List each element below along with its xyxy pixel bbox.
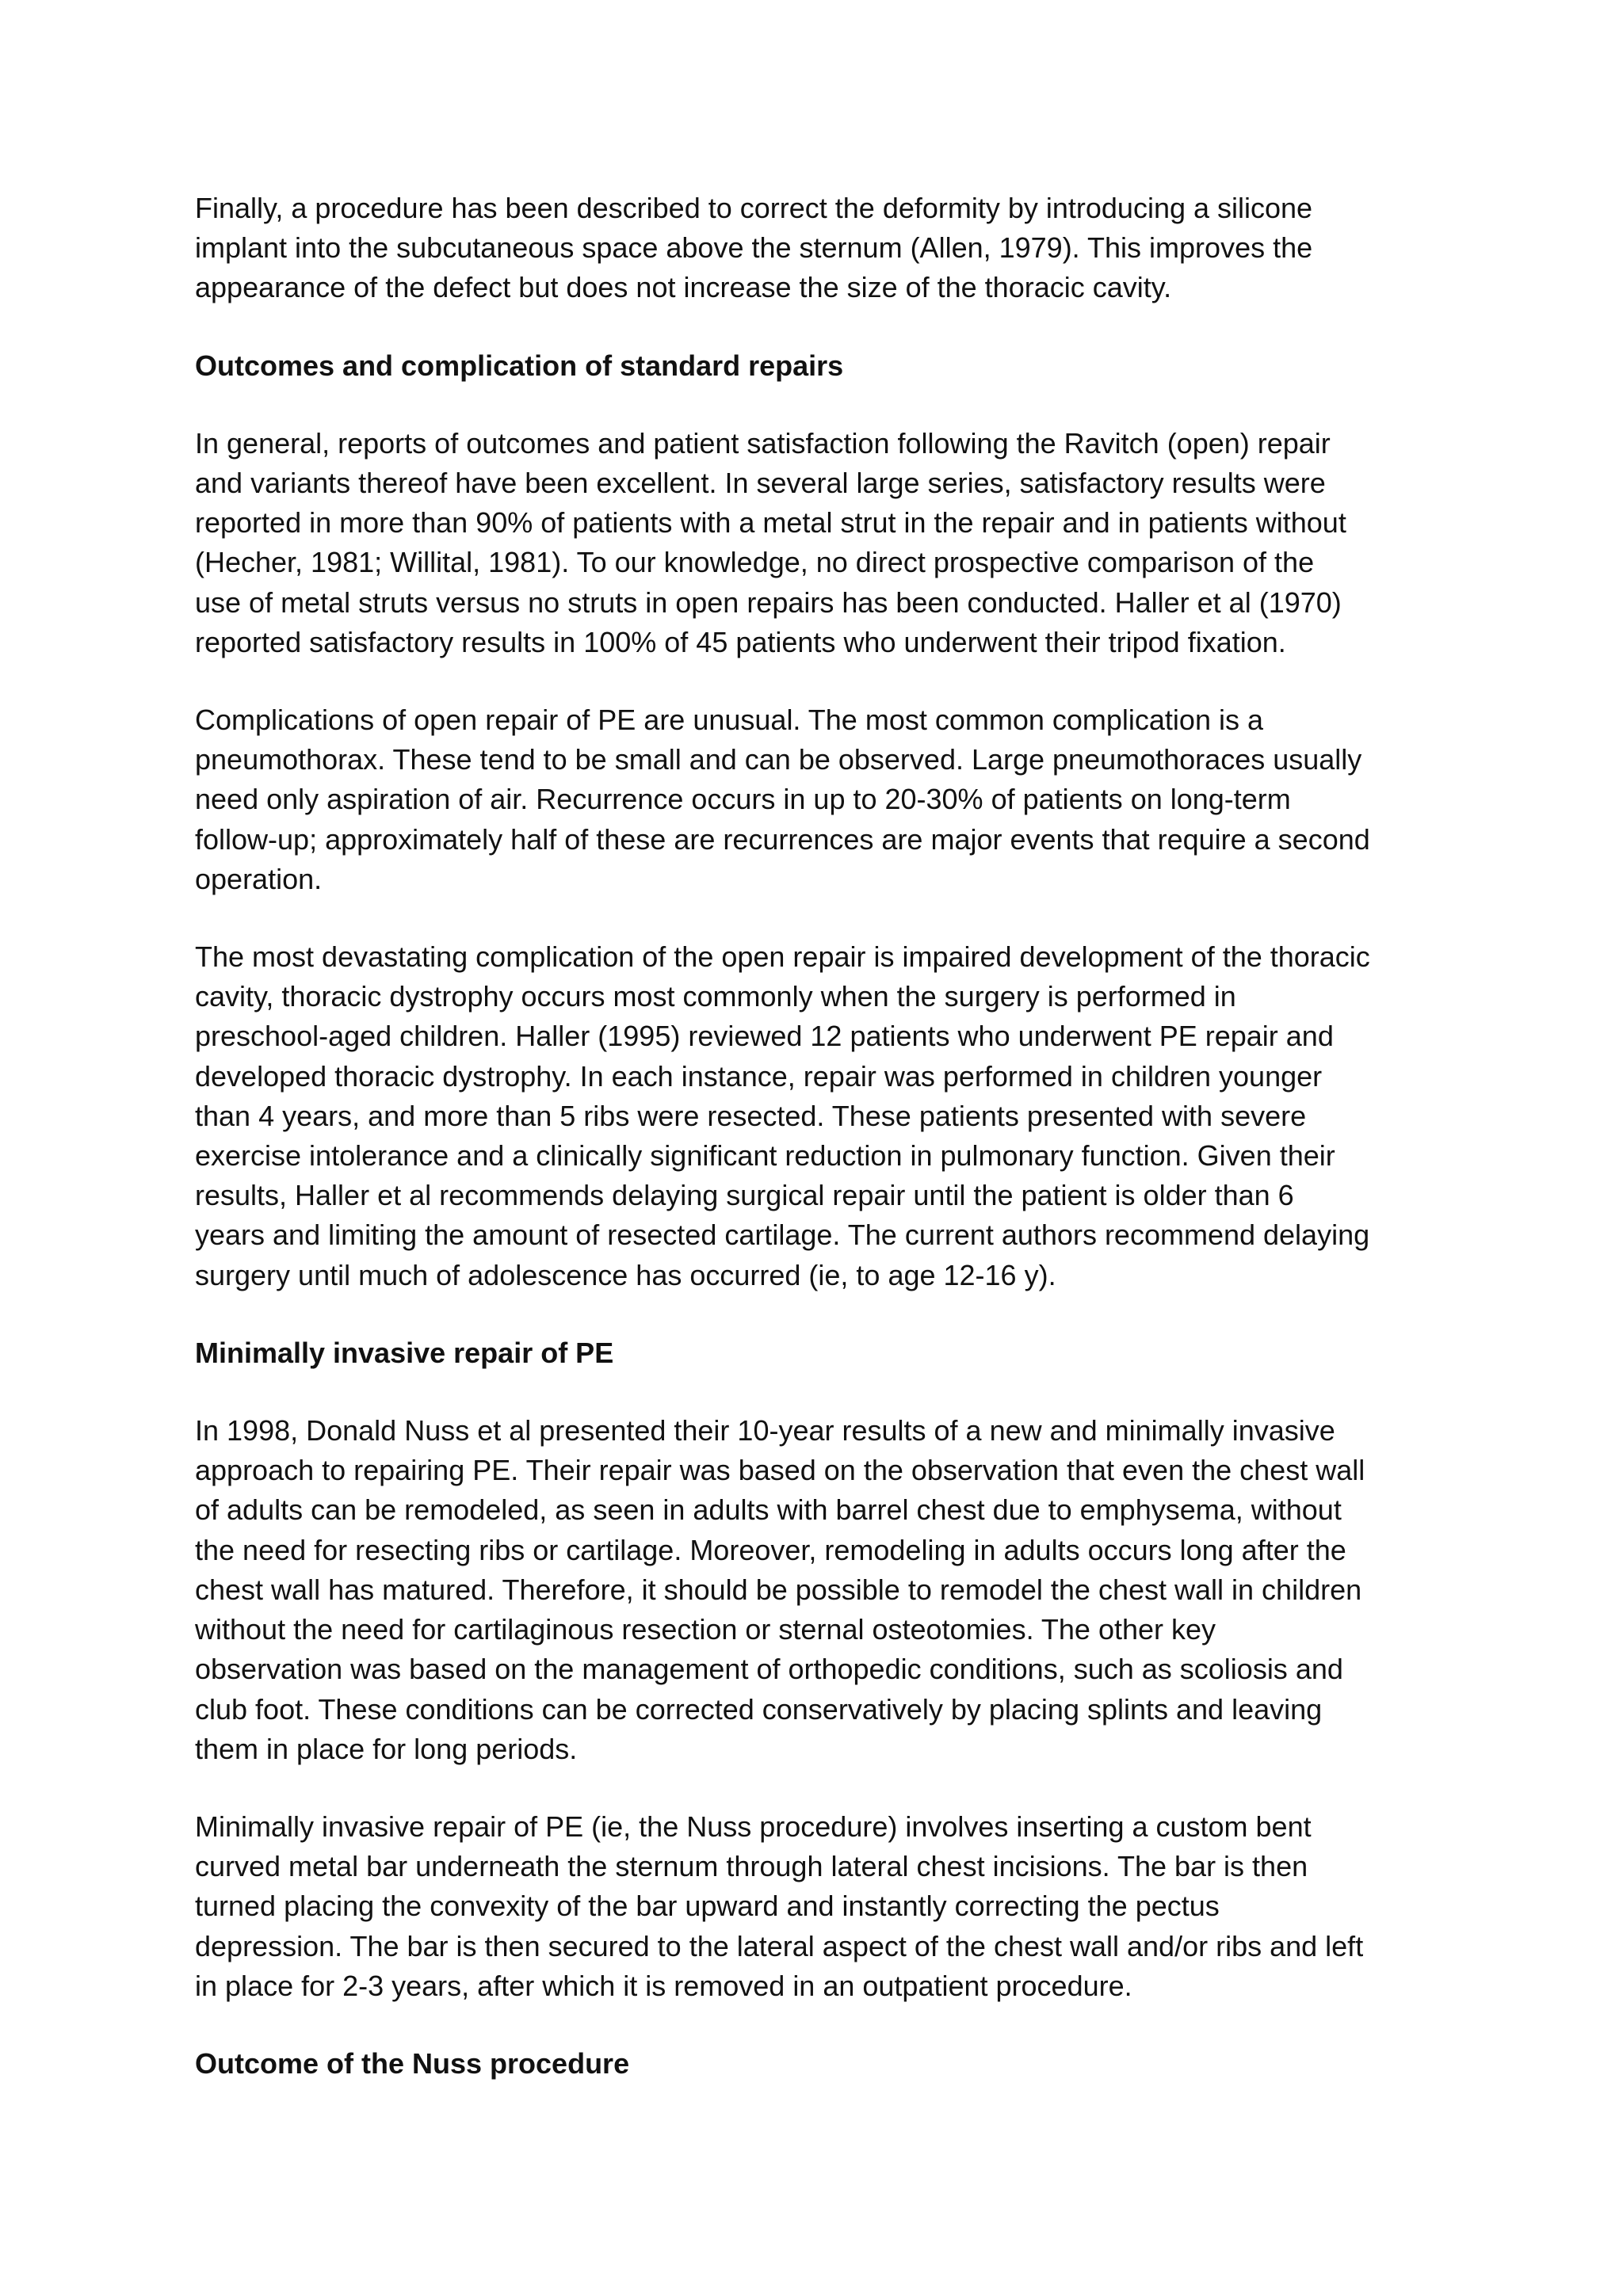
text-line: chest wall has matured. Therefore, it should be possible to remodel the chest wall in children (195, 1573, 1362, 1606)
paragraph-silicone-implant (195, 189, 1447, 308)
text-line: observation was based on the management of orthopedic conditions, such as scoliosis and (195, 1653, 1343, 1686)
text-line: surgery until much of adolescence has occurred (ie, to age 12-16 y). (195, 1258, 1056, 1291)
text-line: operation. (195, 862, 323, 895)
paragraph-complications-open-repair (195, 700, 1447, 899)
text-line: curved metal bar underneath the sternum through lateral chest incisions. The bar is then (195, 1850, 1308, 1883)
text-line: turned placing the convexity of the bar upward and instantly correcting the pectus (195, 1890, 1220, 1923)
text-line: need only aspiration of air. Recurrence occurs in up to 20-30% of patients on long-term (195, 783, 1291, 816)
text-line: preschool-aged children. Haller (1995) reviewed 12 patients who underwent PE repair and (195, 1020, 1334, 1053)
text-line: pneumothorax. These tend to be small and can be observed. Large pneumothoraces usually (195, 743, 1362, 776)
text-line: the need for resecting ribs or cartilage. Moreover, remodeling in adults occurs long after the (195, 1533, 1346, 1566)
text-line: depression. The bar is then secured to the lateral aspect of the chest wall and/or ribs and left (195, 1929, 1364, 1962)
text-line: approach to repairing PE. Their repair was based on the observation that even the chest wall (195, 1454, 1365, 1487)
text-line: club foot. These conditions can be corrected conservatively by placing splints and leaving (195, 1692, 1323, 1726)
text-line: without the need for cartilaginous resection or sternal osteotomies. The other key (195, 1613, 1216, 1646)
text-line: In general, reports of outcomes and patient satisfaction following the Ravitch (open) repair (195, 426, 1331, 460)
text-line: and variants thereof have been excellent. In several large series, satisfactory results were (195, 467, 1326, 500)
text-line: use of metal struts versus no struts in open repairs has been conducted. Haller et al (1970) (195, 585, 1342, 619)
heading-minimally-invasive-repair (195, 1333, 1447, 1373)
text-line: Outcome of the Nuss procedure (195, 2046, 630, 2080)
paragraph-thoracic-dystrophy (195, 937, 1447, 1295)
text-line: implant into the subcutaneous space above the sternum (Allen, 1979). This improves the (195, 231, 1313, 265)
text-line: of adults can be remodeled, as seen in adults with barrel chest due to emphysema, without (195, 1493, 1342, 1527)
text-line: follow-up; approximately half of these are recurrences are major events that require a second (195, 822, 1370, 856)
text-line: Outcomes and complication of standard repairs (195, 349, 844, 382)
text-line: reported satisfactory results in 100% of 45 patients who underwent their tripod fixation. (195, 625, 1286, 658)
text-line: In 1998, Donald Nuss et al presented their 10-year results of a new and minimally invasive (195, 1414, 1335, 1447)
text-line: exercise intolerance and a clinically significant reduction in pulmonary function. Given their (195, 1139, 1335, 1173)
text-line: than 4 years, and more than 5 ribs were resected. These patients presented with severe (195, 1099, 1307, 1132)
heading-outcomes-standard-repairs (195, 346, 1447, 386)
text-line: results, Haller et al recommends delaying surgical repair until the patient is older than 6 (195, 1179, 1294, 1212)
text-line: (Hecher, 1981; Willital, 1981). To our knowledge, no direct prospective comparison of the (195, 546, 1315, 579)
text-line: in place for 2-3 years, after which it is removed in an outpatient procedure. (195, 1969, 1132, 2002)
text-line: developed thoracic dystrophy. In each instance, repair was performed in children younger (195, 1059, 1323, 1093)
text-line: reported in more than 90% of patients with a metal strut in the repair and in patients without (195, 506, 1346, 540)
text-line: years and limiting the amount of resected cartilage. The current authors recommend delaying (195, 1219, 1370, 1252)
text-line: The most devastating complication of the open repair is impaired development of the thoracic (195, 940, 1370, 974)
paragraph-nuss-procedure-description (195, 1807, 1447, 2006)
text-line: cavity, thoracic dystrophy occurs most commonly when the surgery is performed in (195, 980, 1236, 1013)
paragraph-nuss-background (195, 1411, 1447, 1769)
document-body (195, 189, 1447, 2122)
heading-outcome-nuss (195, 2044, 1447, 2084)
text-line: Minimally invasive repair of PE (195, 1336, 614, 1369)
text-line: appearance of the defect but does not increase the size of the thoracic cavity. (195, 271, 1172, 304)
text-line: them in place for long periods. (195, 1732, 578, 1765)
text-line: Finally, a procedure has been described to correct the deformity by introducing a silicone (195, 192, 1313, 224)
text-line: Complications of open repair of PE are unusual. The most common complication is a (195, 704, 1263, 737)
paragraph-outcomes-ravitch (195, 424, 1447, 662)
text-line: Minimally invasive repair of PE (ie, the Nuss procedure) involves inserting a custom bent (195, 1810, 1312, 1843)
